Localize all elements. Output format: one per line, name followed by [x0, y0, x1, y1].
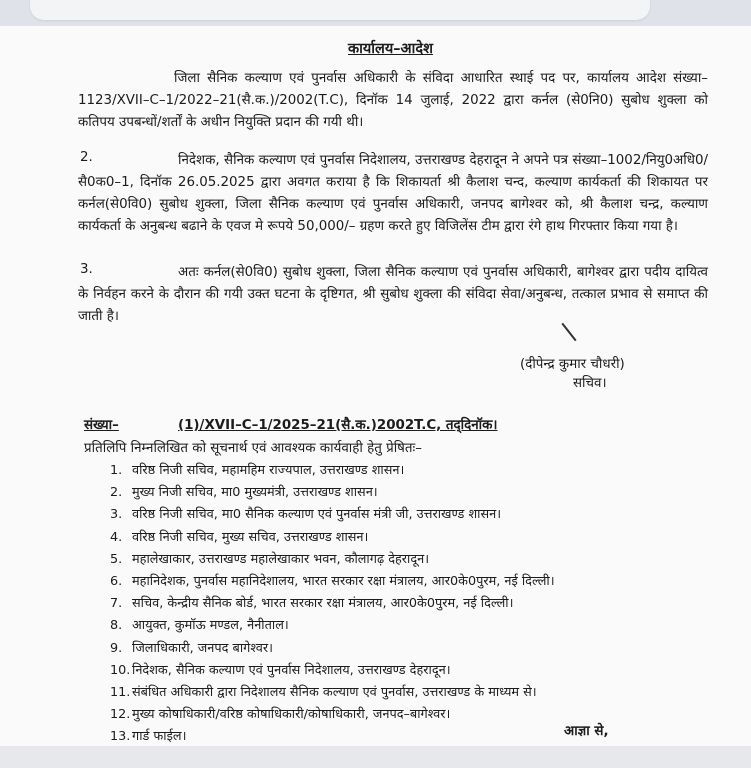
list-item	[110, 460, 555, 482]
list-item-number: 3.	[110, 507, 123, 523]
top-card-edge	[30, 0, 650, 20]
list-item	[110, 660, 555, 682]
list-item-text: गार्ड फाईल।	[132, 729, 187, 745]
list-item	[110, 704, 555, 726]
document-page	[0, 26, 751, 746]
bottom-strip	[0, 746, 751, 768]
list-item-text: निदेशक, सैनिक कल्याण एवं पुनर्वास निदेशालय, उत्तराखण्ड देहरादून।	[132, 662, 451, 678]
list-item-number: 1.	[110, 463, 123, 478]
list-item	[110, 482, 555, 504]
list-item-text: आयुक्त, कुमॉऊ मण्डल, नैनीताल।	[132, 618, 289, 634]
list-item-number: 9.	[110, 640, 123, 656]
paragraph-2-number: 2.	[80, 150, 93, 165]
list-item-number: 8.	[110, 618, 123, 634]
list-item-number: 2.	[110, 485, 123, 501]
list-item	[110, 593, 555, 615]
reference-label: संख्या–	[84, 418, 119, 433]
list-item	[110, 571, 555, 593]
list-item-text: संबंधित अधिकारी द्वारा निदेशालय सैनिक कल्याण एवं पुनर्वास, उत्तराखण्ड के माध्यम से।	[132, 685, 537, 701]
document-title: कार्यालय–आदेश	[348, 41, 433, 57]
list-item	[110, 504, 555, 526]
list-item-text: वरिष्ठ निजी सचिव, मुख्य सचिव, उत्तराखण्ड शासन।	[132, 529, 369, 545]
list-item	[110, 527, 555, 549]
list-item-number: 6.	[110, 574, 123, 590]
reference-number: (1)/XVII–C–1/2025–21(सै.क.)2002T.C, तद्‌दिनॉक।	[178, 418, 498, 433]
list-item-text: महानिदेशक, पुनर्वास महानिदेशालय, भारत सरकार रक्षा मंत्रालय, आर0के0पुरम, नई दिल्ली।	[132, 574, 555, 590]
list-item-text: मुख्य कोषाधिकारी/वरिष्ठ कोषाधिकारी/कोषाधिकारी, जनपद–बागेश्वर।	[132, 707, 451, 723]
list-item	[110, 638, 555, 660]
list-item-text: सचिव, केन्द्रीय सैनिक बोर्ड, भारत सरकार रक्षा मंत्रालय, आर0के0पुरम, नई दिल्ली।	[132, 596, 514, 612]
list-item-text: वरिष्ठ निजी सचिव, महामहिम राज्यपाल, उत्तराखण्ड शासन।	[132, 463, 405, 478]
list-item-number: 13.	[110, 729, 131, 745]
list-item-number: 4.	[110, 529, 123, 545]
paragraph-3-number: 3.	[80, 262, 93, 277]
signatory-name: (दीपेन्द्र कुमार चौधरी)	[520, 357, 625, 372]
list-item-number: 7.	[110, 596, 123, 612]
list-item	[110, 615, 555, 637]
paragraph-1: जिला सैनिक कल्याण एवं पुनर्वास अधिकारी के संविदा आधारित स्थाई पद पर, कार्यालय आदेश संख्या–1123/XVII–C–1/2022–21(सै.क.)/2002(T.C), दिनॉक 14 जुलाई, 2022 द्वारा कर्नल (से0नि0) सुबोध शुक्ला को कतिपय उपबन्धों/शर्तों के अधीन नियुक्ति प्रदान की गयी थी।	[78, 71, 708, 130]
list-item-number: 12.	[110, 707, 131, 723]
list-item-text: जिलाधिकारी, जनपद बागेश्वर।	[132, 640, 274, 656]
list-item	[110, 549, 555, 571]
list-item-number: 10.	[110, 662, 131, 678]
list-item	[110, 682, 555, 704]
copy-list	[110, 460, 555, 749]
paragraph-3: अतः कर्नल(से0वि0) सुबोध शुक्ला, जिला सैनिक कल्याण एवं पुनर्वास अधिकारी, बागेश्वर द्वारा पदीय दायित्व के निर्वहन करने के दौरान की गयी उक्त घटना के दृष्टिगत, श्री सुबोध शुक्ला की संविदा सेवा/अनुबन्ध, तत्काल प्रभाव से समाप्त की जाती है।	[78, 265, 708, 324]
paragraph-2: निदेशक, सैनिक कल्याण एवं पुनर्वास निदेशालय, उत्तराखण्ड देहरादून ने अपने पत्र संख्या–1002/नियु0अधि0/सै0क0–1, दिनॉक 26.05.2025 द्वारा अवगत कराया है कि शिकायर्ता श्री कैलाश चन्द, कल्याण कार्यकर्ता की शिकायत पर कर्नल(से0वि0) सुबोध शुक्ला, जिला सैनिक कल्याण एवं पुनर्वास अधिकारी, जनपद बागेश्वर को, श्री कैलाश चन्द्र, कल्याण कार्यकर्ता के अनुबन्ध बढाने के एवज मे रूपये 50,000/– ग्रहण करते हुए विजिलेंस टीम द्वारा रंगे हाथ गिरफ्तार किया गया है।	[78, 153, 708, 234]
list-item-text: वरिष्ठ निजी सचिव, मा0 सैनिक कल्याण एवं पुनर्वास मंत्री जी, उत्तराखण्ड शासन।	[132, 507, 502, 523]
closing-text: आज्ञा से,	[564, 724, 609, 739]
list-item-text: महालेखाकार, उत्तराखण्ड महालेखाकार भवन, कौलागढ़ देहरादून।	[132, 551, 430, 567]
list-item-number: 11.	[110, 685, 131, 701]
signatory-designation: सचिव।	[573, 376, 607, 391]
list-item-text: मुख्य निजी सचिव, मा0 मुख्यमंत्री, उत्तराखण्ड शासन।	[132, 485, 378, 501]
copy-intro: प्रतिलिपि निम्नलिखित को सूचनार्थ एवं आवश्यक कार्यवाही हेतु प्रेषितः–	[84, 441, 422, 456]
list-item-number: 5.	[110, 551, 123, 567]
